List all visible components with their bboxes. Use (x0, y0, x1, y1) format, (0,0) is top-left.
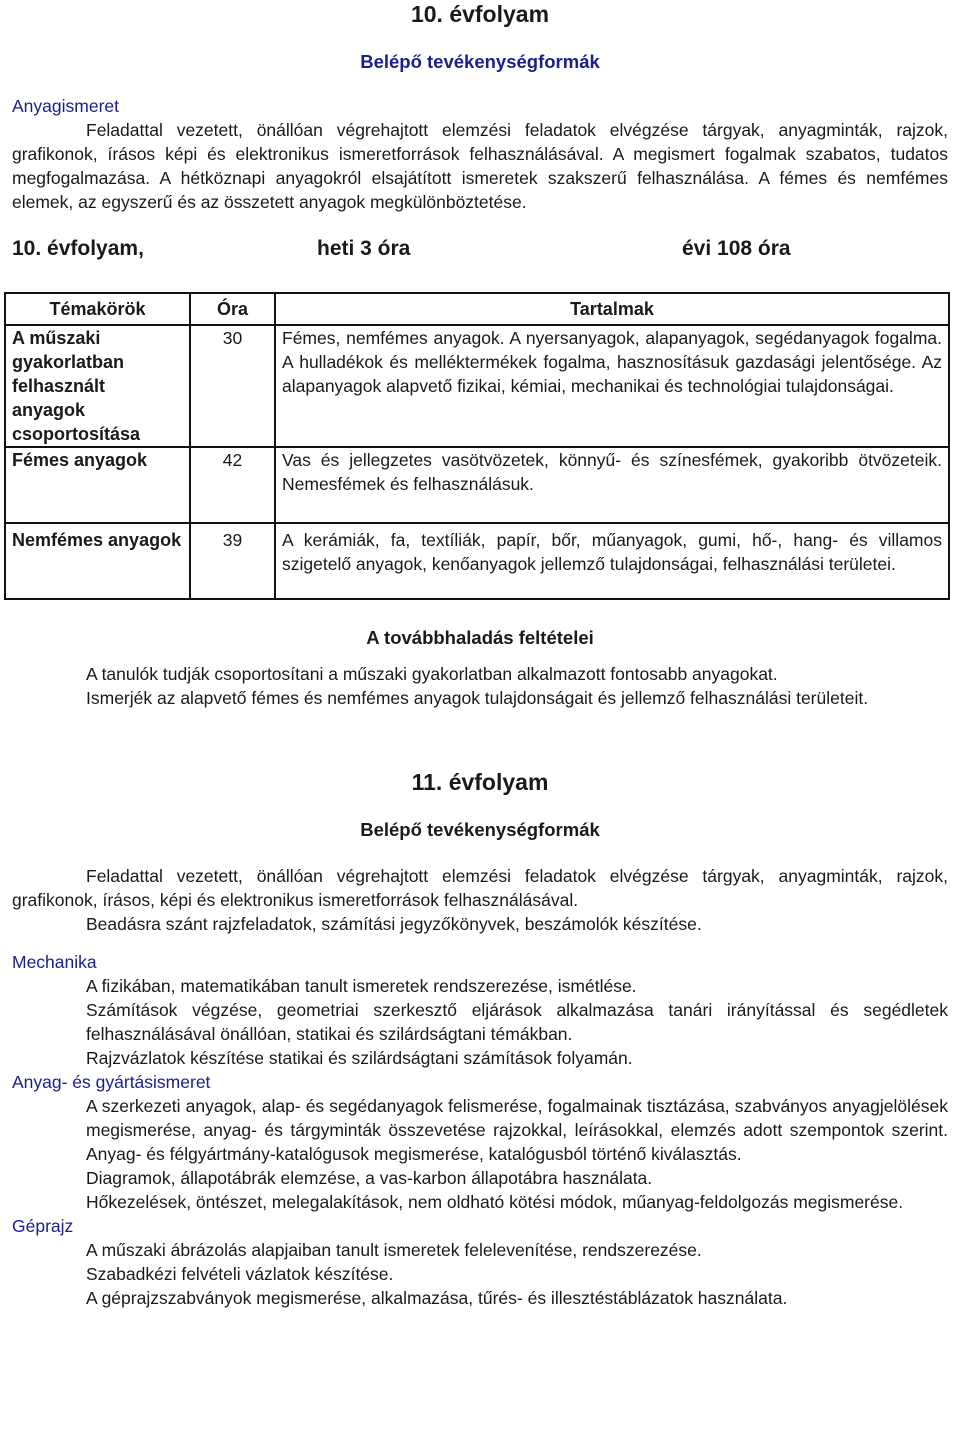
geprajz-label: Géprajz (12, 1216, 74, 1236)
row-topic: Fémes anyagok (5, 447, 190, 523)
row-hours: 30 (190, 325, 275, 447)
conditions-line-1: A tanulók tudják csoportosítani a műszaki gyakorlatban alkalmazott fontosabb anyagokat. (86, 664, 778, 684)
weekly-grade: 10. évfolyam, (12, 237, 144, 260)
table-row (5, 523, 949, 599)
row-content: A kerámiák, fa, textíliák, papír, bőr, műanyagok, gumi, hő-, hang- és villamos szigetelő anyagok, kenőanyagok jellemző tulajdonságai, felhasználási területei. (275, 523, 949, 599)
row-hours: 42 (190, 447, 275, 523)
geprajz-item: A géprajzszabványok megismerése, alkalmazása, tűrés- és illesztéstáblázatok használata. (86, 1288, 788, 1308)
conditions-heading: A továbbhaladás feltételei (366, 627, 594, 648)
header-hours: Óra (190, 293, 275, 325)
mechanika-item: Számítások végzése, geometriai szerkesztő eljárások alkalmazása tanári irányítással és segédletek felhasználásával önállóan, statikai és szilárdságtani témákban. (86, 1000, 948, 1044)
mechanika-item: A fizikában, matematikában tanult ismeretek rendszerezése, ismétlése. (86, 976, 637, 996)
anyag-item: Hőkezelések, öntészet, melegalakítások, nem oldható kötési módok, műanyag-feldolgozás megismerése. (86, 1192, 904, 1212)
anyagismeret-label: Anyagismeret (12, 96, 119, 116)
table-header-row (5, 293, 949, 325)
document-page (12, 0, 948, 1310)
row-content: Vas és jellegzetes vasötvözetek, könnyű- és színesfémek, gyakoribb ötvözeteik. Nemesfémek és felhasználásuk. (275, 447, 949, 523)
header-topics: Témakörök (5, 293, 190, 325)
anyag-item: A szerkezeti anyagok, alap- és segédanyagok felismerése, fogalmainak tisztázása, szabványos anyagjelölések megismerése, anyag- és tárgyminták összevetése rajzokkal, leírásokkal, elemzés adott szempontok szerint. Anyag- és félgyártmány-katalógusok megismerése, katalógusból történő kiválasztás. (86, 1096, 948, 1164)
table-row (5, 447, 949, 523)
weekly-per-year: évi 108 óra (682, 237, 791, 260)
anyagismeret-text: Feladattal vezetett, önállóan végrehajtott elemzési feladatok elvégzése tárgyak, anyagminták, rajzok, grafikonok, írásos képi és elektronikus ismeretforrások felhasználásával. A megismert fogalmak szabatos, tudatos megfogalmazása. A hétköznapi anyagokról elsajátított ismeretek szakszerű felhasználása. A fémes és nemfémes elemek, az egyszerű és az összetett anyagok megkülönböztetése. (12, 120, 948, 212)
row-content: Fémes, nemfémes anyagok. A nyersanyagok, alapanyagok, segédanyagok fogalma. A hulladékok és melléktermékek fogalma, hasznosításuk gazdasági jelentősége. Az alapanyagok alapvető fizikai, kémiai, mechanikai és technológiai tulajdonságai. (275, 325, 949, 447)
weekly-hours-line (12, 235, 948, 263)
weekly-per-week: heti 3 óra (317, 237, 411, 260)
row-hours: 39 (190, 523, 275, 599)
grade11-intro: Feladattal vezetett, önállóan végrehajtott elemzési feladatok elvégzése tárgyak, anyagminták, rajzok, grafikonok, írásos, képi és elektronikus ismeretforrások felhasználásával. (12, 866, 948, 910)
mechanika-item: Rajzvázlatok készítése statikai és szilárdságtani számítások folyamán. (86, 1048, 633, 1068)
grade11-entry-heading: Belépő tevékenységformák (360, 819, 600, 840)
conditions-line-2: Ismerjék az alapvető fémes és nemfémes anyagok tulajdonságait és jellemző felhasználási területeit. (86, 688, 869, 708)
topics-table (4, 292, 950, 600)
grade11-intro-2: Beadásra szánt rajzfeladatok, számítási jegyzőkönyvek, beszámolók készítése. (86, 914, 702, 934)
grade11-title: 11. évfolyam (411, 769, 549, 795)
anyag-item: Diagramok, állapotábrák elemzése, a vas-karbon állapotábra használata. (86, 1168, 653, 1188)
mechanika-label: Mechanika (12, 952, 97, 972)
header-contents: Tartalmak (275, 293, 949, 325)
anyag-label: Anyag- és gyártásismeret (12, 1072, 211, 1092)
row-topic: Nemfémes anyagok (5, 523, 190, 599)
grade10-entry-heading: Belépő tevékenységformák (360, 51, 600, 72)
geprajz-item: Szabadkézi felvételi vázlatok készítése. (86, 1264, 394, 1284)
table-row (5, 325, 949, 447)
geprajz-item: A műszaki ábrázolás alapjaiban tanult ismeretek felelevenítése, rendszerezése. (86, 1240, 702, 1260)
grade10-title: 10. évfolyam (410, 1, 550, 27)
row-topic: A műszaki gyakorlatban felhasznált anyagok csoportosítása (5, 325, 190, 447)
